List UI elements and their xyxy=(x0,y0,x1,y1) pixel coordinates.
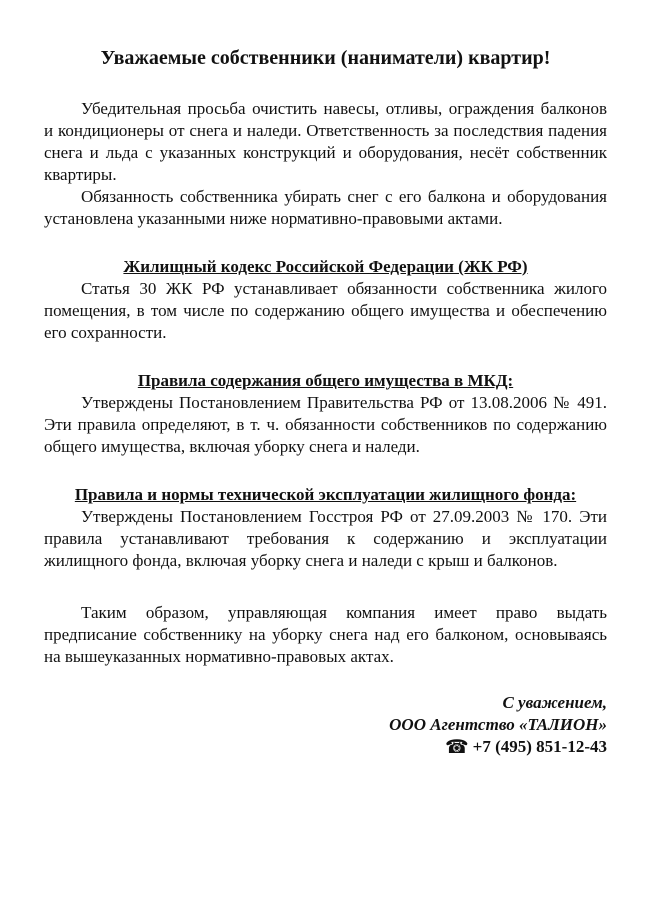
intro-paragraph-2: Обязанность собственника убирать снег с его балкона и оборудования установлена указанными ниже нормативно-правовыми актами. xyxy=(44,187,607,228)
signature-block xyxy=(44,692,607,758)
phone-number: +7 (495) 851-12-43 xyxy=(472,737,607,756)
signature-company: ООО Агентство «ТАЛИОН» xyxy=(389,715,607,734)
section-body-housing-code: Статья 30 ЖК РФ устанавливает обязанности собственника жилого помещения, в том числе по содержанию общего имущества и обеспечению его сохранности. xyxy=(44,279,607,342)
signature-phone-row xyxy=(44,736,607,758)
intro-paragraph-1: Убедительная просьба очистить навесы, отливы, ограждения балконов и кондиционеры от снега и наледи. Ответственность за последствия падения снега и льда с указанных конструкций и оборудования, несёт собственник квартиры. xyxy=(44,99,607,184)
telephone-icon: ☎ xyxy=(444,736,469,758)
section-body-technical-operation-rules: Утверждены Постановлением Госстроя РФ от 27.09.2003 № 170. Эти правила устанавливают требования к содержанию и эксплуатации жилищного фонда, включая уборку снега и наледи с крыш и балконов. xyxy=(44,507,607,570)
section-heading-common-property-rules: Правила содержания общего имущества в МКД: xyxy=(137,371,514,390)
section-heading-technical-operation-rules: Правила и нормы технической эксплуатации жилищного фонда: xyxy=(74,485,577,504)
conclusion-paragraph: Таким образом, управляющая компания имеет право выдать предписание собственнику на уборку снега над его балконом, основываясь на вышеуказанных нормативно-правовых актах. xyxy=(44,603,607,666)
signature-regards: С уважением, xyxy=(502,693,607,712)
section-body-common-property-rules: Утверждены Постановлением Правительства РФ от 13.08.2006 № 491. Эти правила определяют, в т. ч. обязанности собственников по содержанию общего имущества, включая уборку снега и наледи. xyxy=(44,393,607,456)
section-heading-housing-code: Жилищный кодекс Российской Федерации (ЖК РФ) xyxy=(123,257,528,276)
page-title: Уважаемые собственники (наниматели) квартир! xyxy=(100,47,551,69)
